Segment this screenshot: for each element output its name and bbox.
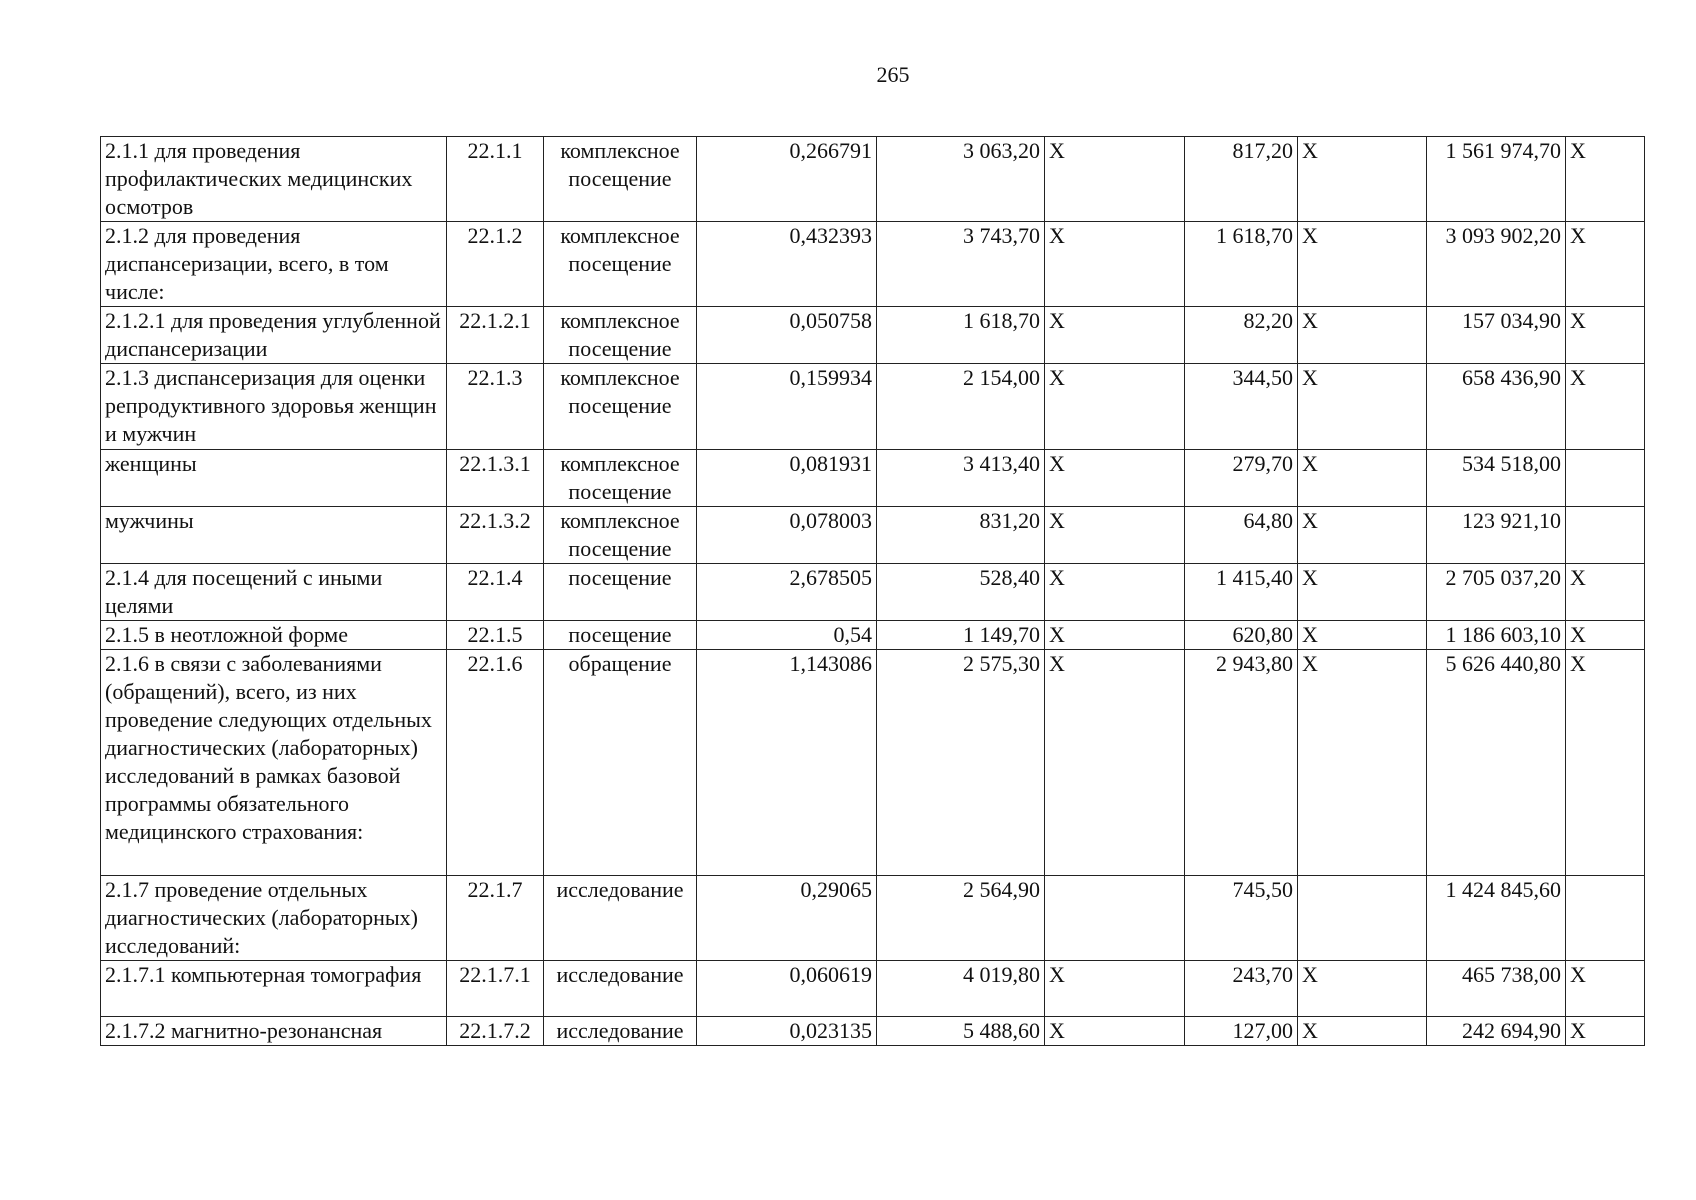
row-x2: Х: [1298, 1017, 1427, 1046]
row-unit: посещение: [544, 621, 697, 650]
data-table: [100, 136, 1645, 1046]
row-total: 123 921,10: [1427, 507, 1566, 564]
row-per-capita: 2 943,80: [1185, 650, 1298, 876]
table-row: [101, 222, 1645, 307]
row-code: 22.1.6: [447, 650, 544, 876]
row-cost: 2 564,90: [877, 876, 1045, 961]
row-rate: 0,081931: [697, 450, 877, 507]
table-row: [101, 564, 1645, 621]
row-total: 1 186 603,10: [1427, 621, 1566, 650]
row-name: 2.1.7.2 магнитно-резонансная: [101, 1017, 447, 1046]
table-row: [101, 1017, 1645, 1046]
row-x1: Х: [1045, 222, 1185, 307]
row-rate: 0,54: [697, 621, 877, 650]
row-unit: комплексное посещение: [544, 307, 697, 364]
row-x2: Х: [1298, 650, 1427, 876]
row-rate: 2,678505: [697, 564, 877, 621]
row-x1: Х: [1045, 650, 1185, 876]
table-row: [101, 961, 1645, 1017]
row-unit: исследование: [544, 961, 697, 1017]
row-x3: Х: [1566, 1017, 1645, 1046]
table-row: [101, 307, 1645, 364]
row-total: 157 034,90: [1427, 307, 1566, 364]
row-x3: Х: [1566, 307, 1645, 364]
row-total: 242 694,90: [1427, 1017, 1566, 1046]
table-body: [101, 137, 1645, 1046]
table-row: [101, 137, 1645, 222]
row-code: 22.1.2: [447, 222, 544, 307]
table-row: [101, 876, 1645, 961]
row-cost: 1 149,70: [877, 621, 1045, 650]
row-per-capita: 1 618,70: [1185, 222, 1298, 307]
row-code: 22.1.7.1: [447, 961, 544, 1017]
row-name: 2.1.7 проведение отдельных диагностических (лабораторных) исследований:: [101, 876, 447, 961]
row-cost: 528,40: [877, 564, 1045, 621]
row-x2: Х: [1298, 222, 1427, 307]
row-unit: обращение: [544, 650, 697, 876]
row-code: 22.1.3.2: [447, 507, 544, 564]
row-unit: посещение: [544, 564, 697, 621]
row-code: 22.1.3.1: [447, 450, 544, 507]
row-x2: Х: [1298, 450, 1427, 507]
row-x1: Х: [1045, 450, 1185, 507]
row-total: 2 705 037,20: [1427, 564, 1566, 621]
row-x3: Х: [1566, 621, 1645, 650]
row-name: 2.1.2.1 для проведения углубленной диспансеризации: [101, 307, 447, 364]
row-x1: Х: [1045, 1017, 1185, 1046]
row-cost: 2 154,00: [877, 364, 1045, 450]
row-x2: Х: [1298, 621, 1427, 650]
table-row: [101, 650, 1645, 876]
row-per-capita: 127,00: [1185, 1017, 1298, 1046]
row-per-capita: 279,70: [1185, 450, 1298, 507]
row-x3: [1566, 876, 1645, 961]
row-cost: 1 618,70: [877, 307, 1045, 364]
table-row: [101, 364, 1645, 450]
row-cost: 3 413,40: [877, 450, 1045, 507]
row-x3: Х: [1566, 650, 1645, 876]
row-rate: 0,159934: [697, 364, 877, 450]
row-name: женщины: [101, 450, 447, 507]
row-code: 22.1.4: [447, 564, 544, 621]
row-unit: комплексное посещение: [544, 507, 697, 564]
row-total: 1 424 845,60: [1427, 876, 1566, 961]
row-x3: Х: [1566, 137, 1645, 222]
row-x2: Х: [1298, 137, 1427, 222]
row-x3: Х: [1566, 222, 1645, 307]
row-x3: Х: [1566, 564, 1645, 621]
row-per-capita: 243,70: [1185, 961, 1298, 1017]
row-x1: Х: [1045, 564, 1185, 621]
row-x1: Х: [1045, 364, 1185, 450]
row-name: 2.1.5 в неотложной форме: [101, 621, 447, 650]
row-name: 2.1.6 в связи с заболеваниями (обращений), всего, из них проведение следующих отдельных диагностических (лабораторных) исследований в рамках базовой программы обязательного медицинского страхования:: [101, 650, 447, 876]
row-code: 22.1.3: [447, 364, 544, 450]
row-rate: 0,266791: [697, 137, 877, 222]
row-cost: 3 063,20: [877, 137, 1045, 222]
row-rate: 0,078003: [697, 507, 877, 564]
row-unit: комплексное посещение: [544, 137, 697, 222]
row-per-capita: 344,50: [1185, 364, 1298, 450]
row-x2: Х: [1298, 307, 1427, 364]
row-per-capita: 620,80: [1185, 621, 1298, 650]
row-per-capita: 1 415,40: [1185, 564, 1298, 621]
table-row: [101, 507, 1645, 564]
row-cost: 2 575,30: [877, 650, 1045, 876]
row-x1: Х: [1045, 507, 1185, 564]
row-cost: 4 019,80: [877, 961, 1045, 1017]
row-cost: 3 743,70: [877, 222, 1045, 307]
row-total: 3 093 902,20: [1427, 222, 1566, 307]
row-rate: 0,29065: [697, 876, 877, 961]
row-x1: Х: [1045, 137, 1185, 222]
row-per-capita: 817,20: [1185, 137, 1298, 222]
row-x3: Х: [1566, 961, 1645, 1017]
row-name: 2.1.4 для посещений с иными целями: [101, 564, 447, 621]
row-code: 22.1.5: [447, 621, 544, 650]
row-name: 2.1.2 для проведения диспансеризации, всего, в том числе:: [101, 222, 447, 307]
table-row: [101, 450, 1645, 507]
row-x2: Х: [1298, 564, 1427, 621]
row-x1: Х: [1045, 961, 1185, 1017]
row-total: 5 626 440,80: [1427, 650, 1566, 876]
row-x3: Х: [1566, 364, 1645, 450]
row-rate: 0,023135: [697, 1017, 877, 1046]
row-rate: 0,060619: [697, 961, 877, 1017]
row-code: 22.1.7: [447, 876, 544, 961]
row-unit: комплексное посещение: [544, 222, 697, 307]
row-x1: Х: [1045, 621, 1185, 650]
row-unit: комплексное посещение: [544, 450, 697, 507]
row-x2: Х: [1298, 507, 1427, 564]
row-total: 534 518,00: [1427, 450, 1566, 507]
row-rate: 0,432393: [697, 222, 877, 307]
row-code: 22.1.1: [447, 137, 544, 222]
row-x1: [1045, 876, 1185, 961]
table-row: [101, 621, 1645, 650]
row-per-capita: 745,50: [1185, 876, 1298, 961]
row-rate: 0,050758: [697, 307, 877, 364]
row-code: 22.1.2.1: [447, 307, 544, 364]
row-unit: исследование: [544, 1017, 697, 1046]
row-code: 22.1.7.2: [447, 1017, 544, 1046]
row-cost: 5 488,60: [877, 1017, 1045, 1046]
row-rate: 1,143086: [697, 650, 877, 876]
row-unit: исследование: [544, 876, 697, 961]
row-unit: комплексное посещение: [544, 364, 697, 450]
row-per-capita: 82,20: [1185, 307, 1298, 364]
row-x3: [1566, 450, 1645, 507]
row-total: 658 436,90: [1427, 364, 1566, 450]
row-total: 1 561 974,70: [1427, 137, 1566, 222]
row-per-capita: 64,80: [1185, 507, 1298, 564]
row-name: 2.1.7.1 компьютерная томография: [101, 961, 447, 1017]
row-cost: 831,20: [877, 507, 1045, 564]
page-number: 265: [876, 62, 910, 87]
row-name: 2.1.3 диспансеризация для оценки репродуктивного здоровья женщин и мужчин: [101, 364, 447, 450]
row-x2: Х: [1298, 364, 1427, 450]
row-x2: [1298, 876, 1427, 961]
row-x1: Х: [1045, 307, 1185, 364]
row-name: 2.1.1 для проведения профилактических медицинских осмотров: [101, 137, 447, 222]
row-name: мужчины: [101, 507, 447, 564]
row-x3: [1566, 507, 1645, 564]
row-total: 465 738,00: [1427, 961, 1566, 1017]
row-x2: Х: [1298, 961, 1427, 1017]
